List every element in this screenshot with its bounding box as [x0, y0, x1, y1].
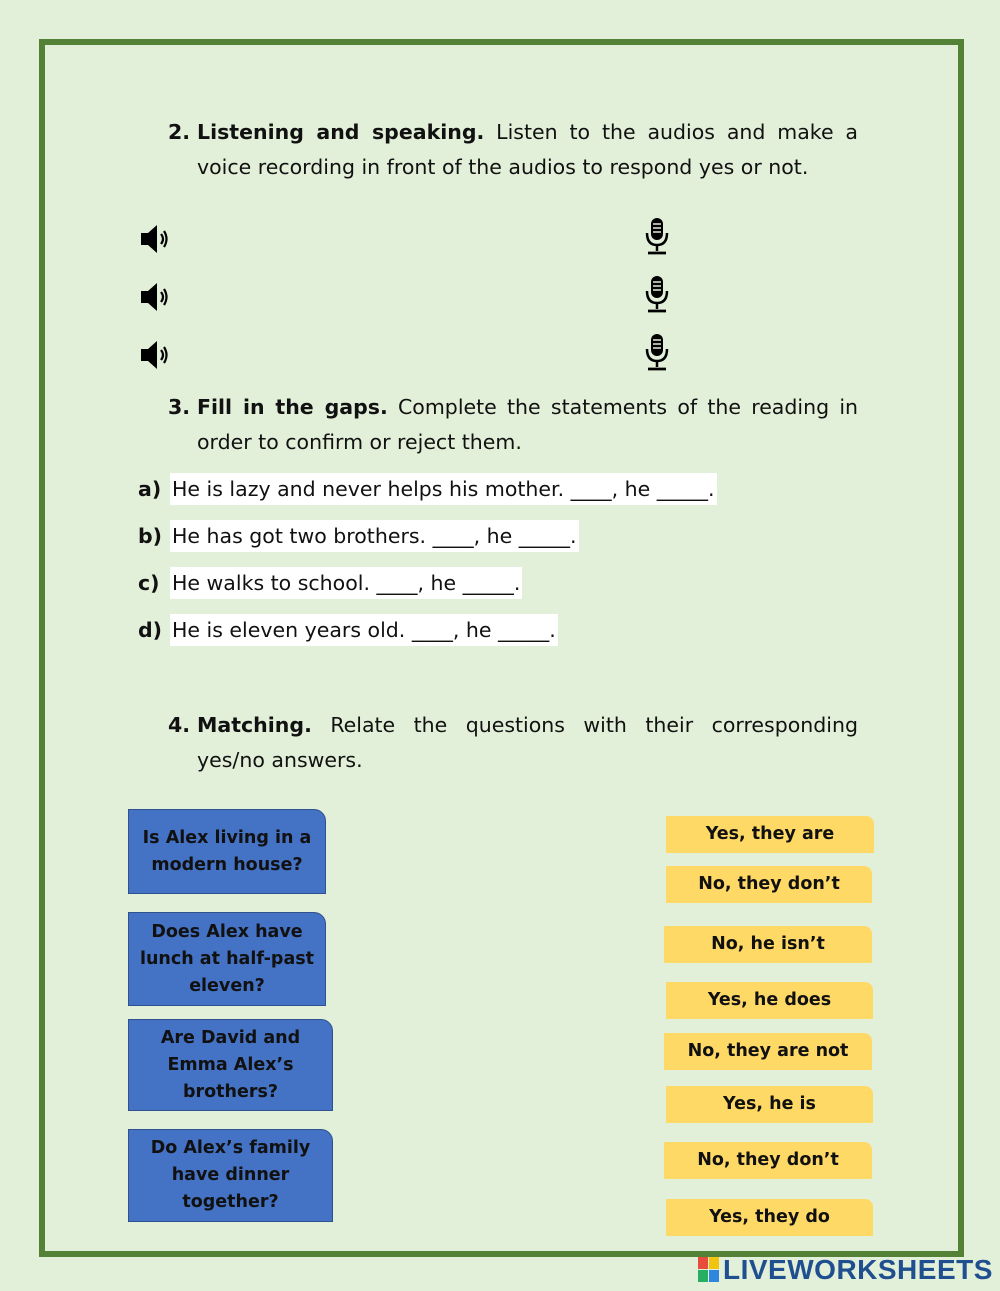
- answer-box[interactable]: Yes, he is: [666, 1086, 873, 1123]
- gap-item-letter: d): [138, 618, 163, 642]
- gap-item-letter: b): [138, 524, 163, 548]
- answer-box[interactable]: Yes, he does: [666, 982, 873, 1019]
- microphone-icon[interactable]: [644, 332, 670, 376]
- task-text: Relate the questions with their corresponding yes/no answers.: [197, 713, 858, 772]
- task-title: Matching.: [197, 713, 312, 737]
- task-number: 4.: [168, 713, 191, 737]
- task-title: Fill in the gaps.: [197, 395, 388, 419]
- answer-box[interactable]: No, he isn’t: [664, 926, 872, 963]
- task-title: Listening and speaking.: [197, 120, 485, 144]
- task-text: Complete the statements of the reading in order to confirm or reject them.: [197, 395, 859, 454]
- gap-item-letter: c): [138, 571, 160, 595]
- gap-item: [138, 614, 558, 646]
- logo-text: LIVEWORKSHEETS: [723, 1254, 993, 1285]
- question-box[interactable]: Is Alex living in a modern house?: [128, 809, 326, 894]
- gap-item-sentence[interactable]: He walks to school. ____, he _____.: [170, 567, 522, 599]
- speaker-icon[interactable]: [138, 222, 172, 260]
- question-box[interactable]: Does Alex have lunch at half-past eleven?: [128, 912, 326, 1006]
- gap-item-sentence[interactable]: He is eleven years old. ____, he _____.: [170, 614, 558, 646]
- gap-item-sentence[interactable]: He has got two brothers. ____, he _____.: [170, 520, 579, 552]
- liveworksheets-logo: [698, 1255, 993, 1285]
- gap-item-sentence[interactable]: He is lazy and never helps his mother. ____, he _____.: [170, 473, 717, 505]
- answer-box[interactable]: Yes, they do: [666, 1199, 873, 1236]
- answer-box[interactable]: Yes, they are: [666, 816, 874, 853]
- microphone-icon[interactable]: [644, 216, 670, 260]
- gap-item: [138, 520, 579, 552]
- gap-item: [138, 567, 522, 599]
- task-2-instructions: [168, 115, 858, 185]
- answer-box[interactable]: No, they are not: [664, 1033, 872, 1070]
- answer-box[interactable]: No, they don’t: [666, 866, 872, 903]
- logo-mark-icon: [698, 1257, 720, 1283]
- gap-item: [138, 473, 717, 505]
- task-text: Listen to the audios and make a voice recording in front of the audios to respond yes or not.: [197, 120, 858, 179]
- task-4-instructions: [168, 708, 858, 778]
- answer-box[interactable]: No, they don’t: [664, 1142, 872, 1179]
- task-3-instructions: [168, 390, 858, 460]
- microphone-icon[interactable]: [644, 274, 670, 318]
- speaker-icon[interactable]: [138, 280, 172, 318]
- gap-item-letter: a): [138, 477, 162, 501]
- speaker-icon[interactable]: [138, 338, 172, 376]
- task-number: 2.: [168, 120, 191, 144]
- question-box[interactable]: Do Alex’s family have dinner together?: [128, 1129, 333, 1222]
- question-box[interactable]: Are David and Emma Alex’s brothers?: [128, 1019, 333, 1111]
- task-number: 3.: [168, 395, 191, 419]
